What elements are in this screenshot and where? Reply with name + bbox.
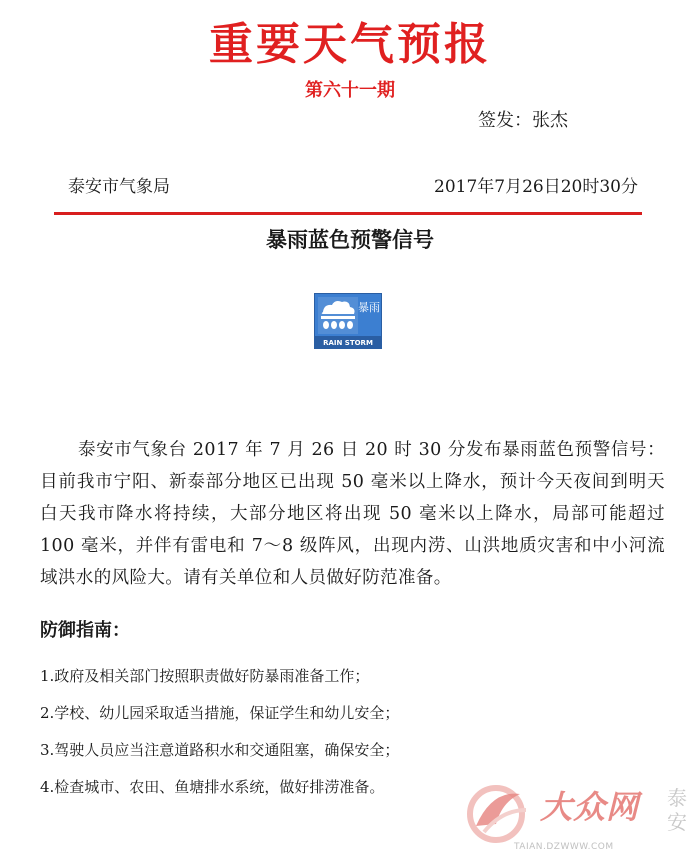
document-title: 重要天气预报 [209, 19, 491, 70]
guide-item: 1.政府及相关部门按照职责做好防暴雨准备工作； [40, 667, 370, 685]
icon-chinese-label: 暴雨 [358, 301, 380, 314]
issue-datetime: 2017年7月26日20时30分 [434, 177, 638, 197]
guide-item: 3.驾驶人员应当注意道路积水和交通阻塞，确保安全； [40, 741, 400, 759]
watermark-url: TAIAN.DZWWW.COM [514, 842, 614, 852]
rain-storm-blue-signal-icon [314, 293, 382, 349]
issuing-agency: 泰安市气象局 [68, 177, 170, 197]
dazhong-logo-icon [462, 780, 538, 846]
issue-number: 第六十一期 [305, 80, 395, 101]
signer: 签发：张杰 [478, 110, 568, 131]
warning-title: 暴雨蓝色预警信号 [266, 227, 434, 252]
watermark [462, 778, 694, 860]
defense-guide-heading: 防御指南： [40, 620, 130, 641]
guide-item: 2.学校、幼儿园采取适当措施，保证学生和幼儿安全； [40, 704, 400, 722]
red-divider [54, 212, 642, 215]
guide-item: 4.检查城市、农田、鱼塘排水系统，做好排涝准备。 [40, 778, 385, 796]
icon-english-label: RAIN STORM [323, 339, 373, 347]
watermark-brand: 大众网 [540, 788, 640, 826]
defense-guide-list [40, 658, 399, 806]
warning-body-paragraph: 泰安市气象台 2017 年 7 月 26 日 20 时 30 分发布暴雨蓝色预警信号：目前我市宁阳、新泰部分地区已出现 50 毫米以上降水，预计今天夜间到明天白天我市降水将持续，大部分地区将出现 50 毫米以上降水，局部可能超过 100 毫米，并伴有雷电和 7～8 级阵风，出现内涝、山洪地质灾害和中小河流域洪水的风险大。请有关单位和人员做好防范准备。 [40, 440, 665, 588]
watermark-city: 泰安 [667, 786, 687, 834]
